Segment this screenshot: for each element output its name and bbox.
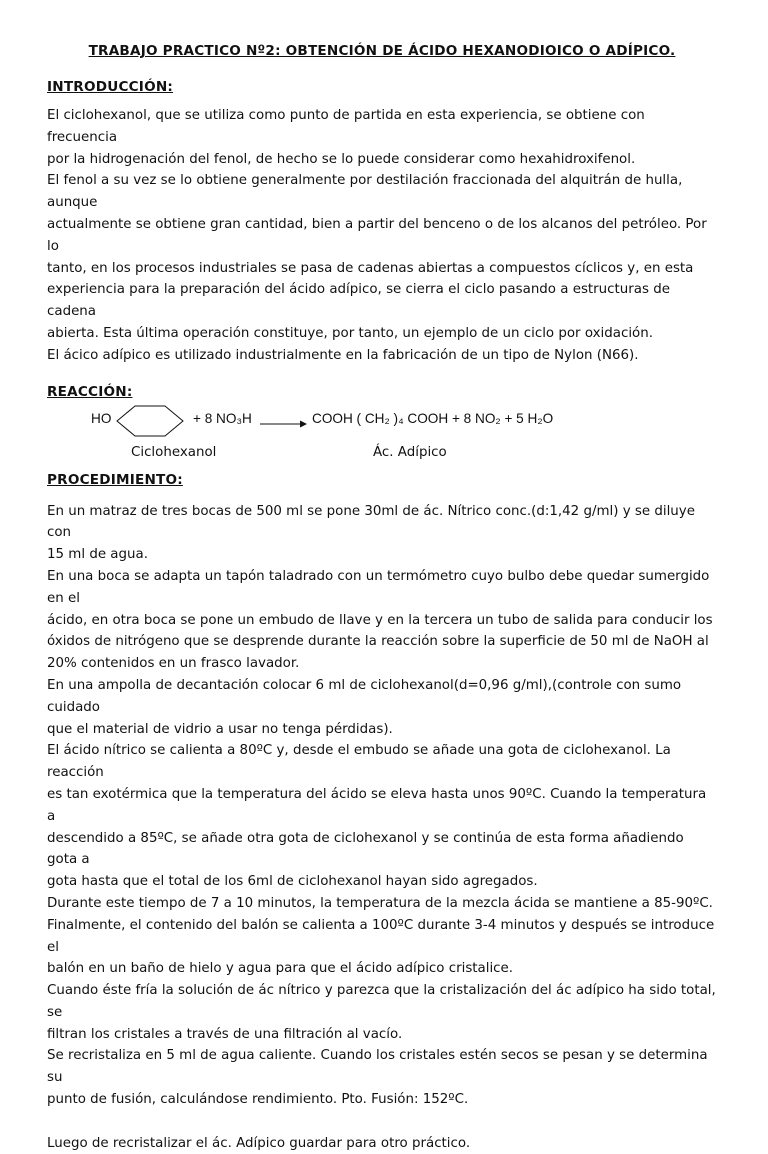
text-line: El ácico adípico es utilizado industrialmente en la fabricación de un tipo de Nylon (N66). bbox=[47, 347, 639, 363]
document-title: TRABAJO PRACTICO Nº2: OBTENCIÓN DE ÁCIDO HEXANODIOICO O ADÍPICO. bbox=[88, 43, 676, 59]
reactant-label: Ciclohexanol bbox=[131, 444, 217, 460]
reaction-products: COOH ( CH₂ )₄ COOH + 8 NO₂ + 5 H₂O bbox=[312, 410, 554, 426]
text-line: tanto, en los procesos industriales se pasa de cadenas abiertas a compuestos cíclicos y, en esta bbox=[47, 260, 694, 276]
introduction-heading: INTRODUCCIÓN: bbox=[47, 79, 174, 95]
text-line: gota hasta que el total de los 6ml de ciclohexanol hayan sido agregados. bbox=[47, 874, 538, 890]
document-page bbox=[47, 38, 717, 1154]
text-line: experiencia para la preparación del ácido adípico, se cierra el ciclo pasando a estructuras de cadena bbox=[47, 282, 670, 320]
text-line: que el material de vidrio a usar no tenga pérdidas). bbox=[47, 721, 393, 737]
text-line: ácido, en otra boca se pone un embudo de llave y en la tercera un tubo de salida para conducir los bbox=[47, 612, 713, 628]
product-label: Ác. Adípico bbox=[373, 444, 447, 460]
text-line: abierta. Esta última operación constituye, por tanto, un ejemplo de un ciclo por oxidación. bbox=[47, 325, 653, 341]
introduction-body bbox=[47, 105, 717, 367]
text-line: filtran los cristales a través de una filtración al vacío. bbox=[47, 1026, 403, 1042]
text-line: balón en un baño de hielo y agua para que el ácido adípico cristalice. bbox=[47, 961, 514, 977]
text-line: óxidos de nitrógeno que se desprende durante la reacción sobre la superficie de 50 ml de NaOH al bbox=[47, 634, 709, 650]
text-line: El ácido nítrico se calienta a 80ºC y, desde el embudo se añade una gota de ciclohexanol. La reacción bbox=[47, 743, 671, 781]
procedure-heading: PROCEDIMIENTO: bbox=[47, 471, 183, 488]
reaction-equation bbox=[47, 408, 717, 470]
hydroxyl-group: HO bbox=[91, 410, 112, 426]
text-line: En una boca se adapta un tapón taladrado con un termómetro cuyo bulbo debe quedar sumergido en el bbox=[47, 568, 710, 606]
text-line: Durante este tiempo de 7 a 10 minutos, la temperatura de la mezcla ácida se mantiene a 85-90ºC. bbox=[47, 895, 713, 911]
text-line: por la hidrogenación del fenol, de hecho se lo puede considerar como hexahidroxifenol. bbox=[47, 151, 636, 167]
text-line: 15 ml de agua. bbox=[47, 547, 148, 563]
text-line: 20% contenidos en un frasco lavador. bbox=[47, 656, 300, 672]
cyclohexane-ring-icon bbox=[115, 404, 187, 438]
text-line: Finalmente, el contenido del balón se calienta a 100ºC durante 3-4 minutos y después se introduce el bbox=[47, 917, 715, 955]
reaction-arrow-icon bbox=[260, 419, 308, 429]
text-line: punto de fusión, calculándose rendimiento. Pto. Fusión: 152ºC. bbox=[47, 1092, 469, 1108]
closing-note: Luego de recristalizar el ác. Adípico guardar para otro práctico. bbox=[47, 1135, 471, 1151]
text-line: En un matraz de tres bocas de 500 ml se pone 30ml de ác. Nítrico conc.(d:1,42 g/ml) y se diluye con bbox=[47, 503, 695, 541]
text-line: Se recristaliza en 5 ml de agua caliente. Cuando los cristales estén secos se pesan y se determina su bbox=[47, 1048, 708, 1086]
text-line: Cuando éste fría la solución de ác nítrico y parezca que la cristalización del ác adípico ha sido total, se bbox=[47, 983, 716, 1020]
text-line: El ciclohexanol, que se utiliza como punto de partida en esta experiencia, se obtiene con frecuencia bbox=[47, 108, 645, 145]
text-line: es tan exotérmica que la temperatura del ácido se eleva hasta unos 90ºC. Cuando la temperatura a bbox=[47, 786, 707, 824]
reaction-heading: REACCIÓN: bbox=[47, 383, 133, 400]
nitric-acid-reagent: + 8 NO₃H bbox=[193, 410, 252, 426]
text-line: descendido a 85ºC, se añade otra gota de ciclohexanol y se continúa de esta forma añadiendo gota a bbox=[47, 830, 684, 868]
text-line: El fenol a su vez se lo obtiene generalmente por destilación fraccionada del alquitrán de hulla, aunque bbox=[47, 173, 683, 211]
text-line: En una ampolla de decantación colocar 6 ml de ciclohexanol(d=0,96 g/ml),(controle con sumo cuidado bbox=[47, 677, 682, 715]
procedure-body bbox=[47, 501, 717, 1111]
text-line: actualmente se obtiene gran cantidad, bien a partir del benceno o de los alcanos del petróleo. Por lo bbox=[47, 216, 707, 254]
